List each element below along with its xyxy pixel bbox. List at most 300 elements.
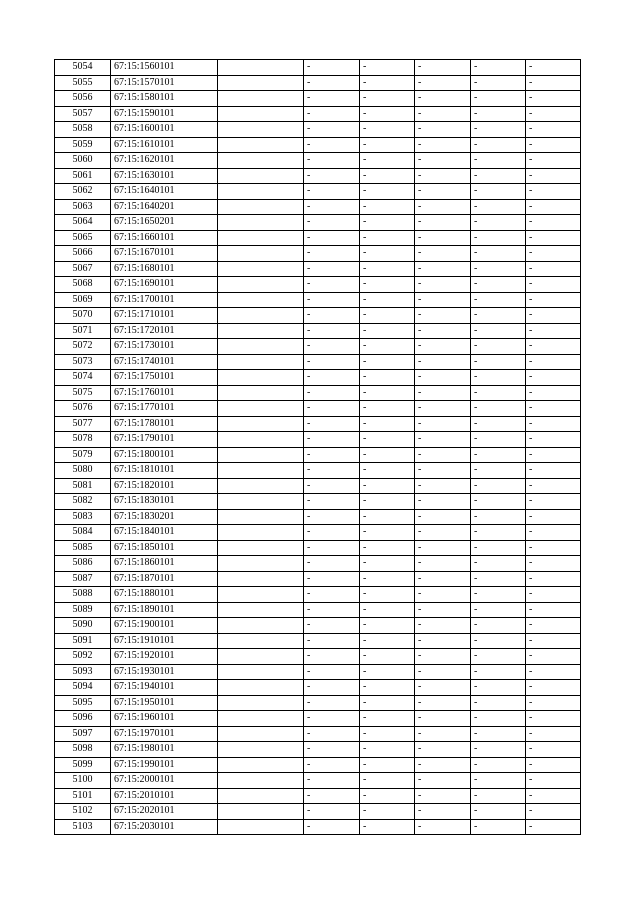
cadastral-code-cell: 67:15:1770101: [111, 401, 218, 417]
dash-cell: -: [471, 478, 526, 494]
cadastral-code-cell: 67:15:1920101: [111, 649, 218, 665]
cadastral-code-cell: 67:15:1650201: [111, 215, 218, 231]
cadastral-code-cell: 67:15:1930101: [111, 664, 218, 680]
table-row: [55, 91, 581, 107]
table-row: [55, 246, 581, 262]
empty-cell: [218, 401, 304, 417]
row-number-cell: 5075: [55, 385, 111, 401]
dash-cell: -: [360, 819, 415, 835]
dash-cell: -: [360, 463, 415, 479]
dash-cell: -: [415, 60, 471, 76]
row-number-cell: 5065: [55, 230, 111, 246]
dash-cell: -: [304, 478, 360, 494]
table-row: [55, 292, 581, 308]
row-number-cell: 5103: [55, 819, 111, 835]
empty-cell: [218, 695, 304, 711]
table-row: [55, 788, 581, 804]
row-number-cell: 5100: [55, 773, 111, 789]
dash-cell: -: [415, 602, 471, 618]
row-number-cell: 5082: [55, 494, 111, 510]
table-row: [55, 230, 581, 246]
empty-cell: [218, 804, 304, 820]
cadastral-code-cell: 67:15:1600101: [111, 122, 218, 138]
table-row: [55, 726, 581, 742]
table-row: [55, 339, 581, 355]
dash-cell: -: [471, 556, 526, 572]
dash-cell: -: [360, 106, 415, 122]
dash-cell: -: [471, 370, 526, 386]
dash-cell: -: [360, 447, 415, 463]
table-row: [55, 664, 581, 680]
dash-cell: -: [360, 60, 415, 76]
dash-cell: -: [415, 215, 471, 231]
dash-cell: -: [526, 91, 581, 107]
row-number-cell: 5064: [55, 215, 111, 231]
table-row: [55, 509, 581, 525]
dash-cell: -: [360, 277, 415, 293]
empty-cell: [218, 91, 304, 107]
cadastral-code-cell: 67:15:1670101: [111, 246, 218, 262]
cadastral-code-cell: 67:15:1640201: [111, 199, 218, 215]
empty-cell: [218, 773, 304, 789]
dash-cell: -: [526, 556, 581, 572]
dash-cell: -: [415, 416, 471, 432]
cadastral-code-cell: 67:15:1710101: [111, 308, 218, 324]
dash-cell: -: [415, 432, 471, 448]
dash-cell: -: [471, 804, 526, 820]
row-number-cell: 5085: [55, 540, 111, 556]
dash-cell: -: [360, 370, 415, 386]
empty-cell: [218, 556, 304, 572]
row-number-cell: 5055: [55, 75, 111, 91]
table-row: [55, 463, 581, 479]
row-number-cell: 5099: [55, 757, 111, 773]
empty-cell: [218, 153, 304, 169]
table-row: [55, 199, 581, 215]
dash-cell: -: [360, 494, 415, 510]
dash-cell: -: [526, 137, 581, 153]
row-number-cell: 5102: [55, 804, 111, 820]
dash-cell: -: [526, 509, 581, 525]
empty-cell: [218, 664, 304, 680]
dash-cell: -: [471, 308, 526, 324]
empty-cell: [218, 494, 304, 510]
dash-cell: -: [304, 726, 360, 742]
dash-cell: -: [360, 184, 415, 200]
dash-cell: -: [360, 773, 415, 789]
dash-cell: -: [415, 494, 471, 510]
dash-cell: -: [415, 447, 471, 463]
dash-cell: -: [304, 742, 360, 758]
table-row: [55, 416, 581, 432]
dash-cell: -: [415, 540, 471, 556]
dash-cell: -: [360, 137, 415, 153]
cadastral-code-cell: 67:15:1950101: [111, 695, 218, 711]
dash-cell: -: [304, 711, 360, 727]
table-row: [55, 494, 581, 510]
dash-cell: -: [304, 680, 360, 696]
table-row: [55, 804, 581, 820]
dash-cell: -: [526, 726, 581, 742]
dash-cell: -: [415, 509, 471, 525]
row-number-cell: 5087: [55, 571, 111, 587]
dash-cell: -: [471, 664, 526, 680]
row-number-cell: 5074: [55, 370, 111, 386]
empty-cell: [218, 308, 304, 324]
row-number-cell: 5088: [55, 587, 111, 603]
dash-cell: -: [471, 416, 526, 432]
dash-cell: -: [471, 432, 526, 448]
dash-cell: -: [415, 184, 471, 200]
table-row: [55, 261, 581, 277]
table-row: [55, 122, 581, 138]
dash-cell: -: [526, 804, 581, 820]
row-number-cell: 5092: [55, 649, 111, 665]
dash-cell: -: [471, 773, 526, 789]
dash-cell: -: [360, 230, 415, 246]
dash-cell: -: [304, 509, 360, 525]
dash-cell: -: [360, 695, 415, 711]
dash-cell: -: [360, 339, 415, 355]
row-number-cell: 5058: [55, 122, 111, 138]
dash-cell: -: [360, 525, 415, 541]
empty-cell: [218, 618, 304, 634]
dash-cell: -: [360, 323, 415, 339]
dash-cell: -: [526, 819, 581, 835]
cadastral-code-cell: 67:15:1880101: [111, 587, 218, 603]
cadastral-code-cell: 67:15:1680101: [111, 261, 218, 277]
dash-cell: -: [526, 153, 581, 169]
cadastral-code-cell: 67:15:1820101: [111, 478, 218, 494]
dash-cell: -: [304, 199, 360, 215]
table-row: [55, 168, 581, 184]
table-row: [55, 571, 581, 587]
dash-cell: -: [360, 401, 415, 417]
dash-cell: -: [415, 339, 471, 355]
table-row: [55, 587, 581, 603]
dash-cell: -: [526, 773, 581, 789]
dash-cell: -: [304, 773, 360, 789]
dash-cell: -: [526, 494, 581, 510]
dash-cell: -: [304, 137, 360, 153]
dash-cell: -: [471, 91, 526, 107]
table-row: [55, 742, 581, 758]
empty-cell: [218, 447, 304, 463]
dash-cell: -: [304, 618, 360, 634]
empty-cell: [218, 354, 304, 370]
row-number-cell: 5095: [55, 695, 111, 711]
row-number-cell: 5091: [55, 633, 111, 649]
dash-cell: -: [360, 91, 415, 107]
dash-cell: -: [471, 75, 526, 91]
empty-cell: [218, 726, 304, 742]
table-row: [55, 680, 581, 696]
empty-cell: [218, 649, 304, 665]
row-number-cell: 5056: [55, 91, 111, 107]
empty-cell: [218, 680, 304, 696]
dash-cell: -: [304, 385, 360, 401]
table-row: [55, 556, 581, 572]
cadastral-code-cell: 67:15:1830101: [111, 494, 218, 510]
dash-cell: -: [526, 215, 581, 231]
dash-cell: -: [471, 757, 526, 773]
dash-cell: -: [360, 478, 415, 494]
table-row: [55, 323, 581, 339]
dash-cell: -: [304, 602, 360, 618]
cadastral-code-cell: 67:15:1580101: [111, 91, 218, 107]
dash-cell: -: [415, 137, 471, 153]
empty-cell: [218, 711, 304, 727]
dash-cell: -: [526, 478, 581, 494]
dash-cell: -: [471, 540, 526, 556]
dash-cell: -: [471, 463, 526, 479]
dash-cell: -: [526, 540, 581, 556]
empty-cell: [218, 106, 304, 122]
dash-cell: -: [526, 432, 581, 448]
dash-cell: -: [471, 633, 526, 649]
dash-cell: -: [360, 633, 415, 649]
empty-cell: [218, 370, 304, 386]
dash-cell: -: [304, 788, 360, 804]
dash-cell: -: [360, 680, 415, 696]
empty-cell: [218, 122, 304, 138]
dash-cell: -: [360, 292, 415, 308]
row-number-cell: 5097: [55, 726, 111, 742]
empty-cell: [218, 788, 304, 804]
dash-cell: -: [415, 323, 471, 339]
dash-cell: -: [415, 525, 471, 541]
dash-cell: -: [304, 494, 360, 510]
dash-cell: -: [415, 370, 471, 386]
dash-cell: -: [471, 60, 526, 76]
row-number-cell: 5073: [55, 354, 111, 370]
dash-cell: -: [304, 292, 360, 308]
row-number-cell: 5069: [55, 292, 111, 308]
empty-cell: [218, 385, 304, 401]
dash-cell: -: [360, 726, 415, 742]
dash-cell: -: [304, 633, 360, 649]
dash-cell: -: [526, 587, 581, 603]
empty-cell: [218, 230, 304, 246]
cadastral-code-cell: 67:15:1910101: [111, 633, 218, 649]
dash-cell: -: [471, 261, 526, 277]
dash-cell: -: [526, 788, 581, 804]
dash-cell: -: [415, 91, 471, 107]
dash-cell: -: [304, 571, 360, 587]
dash-cell: -: [526, 370, 581, 386]
dash-cell: -: [415, 757, 471, 773]
dash-cell: -: [360, 75, 415, 91]
dash-cell: -: [471, 788, 526, 804]
dash-cell: -: [415, 633, 471, 649]
table-row: [55, 137, 581, 153]
dash-cell: -: [471, 494, 526, 510]
row-number-cell: 5054: [55, 60, 111, 76]
dash-cell: -: [526, 602, 581, 618]
dash-cell: -: [526, 60, 581, 76]
dash-cell: -: [415, 664, 471, 680]
dash-cell: -: [471, 168, 526, 184]
dash-cell: -: [415, 618, 471, 634]
dash-cell: -: [526, 385, 581, 401]
empty-cell: [218, 525, 304, 541]
row-number-cell: 5081: [55, 478, 111, 494]
dash-cell: -: [526, 339, 581, 355]
dash-cell: -: [304, 664, 360, 680]
empty-cell: [218, 199, 304, 215]
row-number-cell: 5076: [55, 401, 111, 417]
table-row: [55, 695, 581, 711]
dash-cell: -: [304, 91, 360, 107]
table-row: [55, 308, 581, 324]
dash-cell: -: [304, 184, 360, 200]
table-row: [55, 478, 581, 494]
dash-cell: -: [304, 463, 360, 479]
cadastral-code-cell: 67:15:1940101: [111, 680, 218, 696]
row-number-cell: 5090: [55, 618, 111, 634]
table-row: [55, 106, 581, 122]
dash-cell: -: [304, 370, 360, 386]
dash-cell: -: [526, 168, 581, 184]
dash-cell: -: [471, 649, 526, 665]
dash-cell: -: [526, 757, 581, 773]
dash-cell: -: [526, 184, 581, 200]
dash-cell: -: [304, 354, 360, 370]
empty-cell: [218, 184, 304, 200]
row-number-cell: 5063: [55, 199, 111, 215]
dash-cell: -: [526, 571, 581, 587]
row-number-cell: 5062: [55, 184, 111, 200]
cadastral-code-cell: 67:15:1700101: [111, 292, 218, 308]
dash-cell: -: [360, 742, 415, 758]
row-number-cell: 5084: [55, 525, 111, 541]
table-row: [55, 385, 581, 401]
cadastral-code-cell: 67:15:1760101: [111, 385, 218, 401]
dash-cell: -: [304, 168, 360, 184]
dash-cell: -: [415, 819, 471, 835]
cadastral-code-cell: 67:15:1780101: [111, 416, 218, 432]
dash-cell: -: [526, 292, 581, 308]
dash-cell: -: [415, 649, 471, 665]
dash-cell: -: [360, 416, 415, 432]
dash-cell: -: [526, 277, 581, 293]
row-number-cell: 5079: [55, 447, 111, 463]
empty-cell: [218, 277, 304, 293]
dash-cell: -: [471, 354, 526, 370]
dash-cell: -: [304, 277, 360, 293]
dash-cell: -: [304, 432, 360, 448]
dash-cell: -: [526, 106, 581, 122]
table-row: [55, 277, 581, 293]
dash-cell: -: [415, 680, 471, 696]
cadastral-code-cell: 67:15:1750101: [111, 370, 218, 386]
empty-cell: [218, 463, 304, 479]
empty-cell: [218, 432, 304, 448]
empty-cell: [218, 742, 304, 758]
dash-cell: -: [471, 137, 526, 153]
dash-cell: -: [304, 230, 360, 246]
dash-cell: -: [471, 525, 526, 541]
row-number-cell: 5059: [55, 137, 111, 153]
dash-cell: -: [360, 509, 415, 525]
dash-cell: -: [471, 215, 526, 231]
row-number-cell: 5077: [55, 416, 111, 432]
row-number-cell: 5066: [55, 246, 111, 262]
dash-cell: -: [526, 401, 581, 417]
dash-cell: -: [415, 556, 471, 572]
dash-cell: -: [415, 246, 471, 262]
dash-cell: -: [471, 292, 526, 308]
dash-cell: -: [304, 339, 360, 355]
empty-cell: [218, 416, 304, 432]
dash-cell: -: [304, 401, 360, 417]
dash-cell: -: [304, 246, 360, 262]
table-row: [55, 401, 581, 417]
row-number-cell: 5057: [55, 106, 111, 122]
dash-cell: -: [471, 339, 526, 355]
dash-cell: -: [304, 819, 360, 835]
dash-cell: -: [471, 447, 526, 463]
dash-cell: -: [360, 618, 415, 634]
dash-cell: -: [471, 122, 526, 138]
dash-cell: -: [526, 75, 581, 91]
dash-cell: -: [304, 60, 360, 76]
cadastral-code-cell: 67:15:1860101: [111, 556, 218, 572]
data-table: [54, 59, 581, 835]
dash-cell: -: [415, 292, 471, 308]
cadastral-code-cell: 67:15:1560101: [111, 60, 218, 76]
dash-cell: -: [415, 571, 471, 587]
row-number-cell: 5083: [55, 509, 111, 525]
empty-cell: [218, 215, 304, 231]
dash-cell: -: [471, 695, 526, 711]
dash-cell: -: [471, 711, 526, 727]
cadastral-code-cell: 67:15:1970101: [111, 726, 218, 742]
dash-cell: -: [360, 788, 415, 804]
dash-cell: -: [415, 230, 471, 246]
cadastral-code-cell: 67:15:1660101: [111, 230, 218, 246]
dash-cell: -: [304, 556, 360, 572]
cadastral-code-cell: 67:15:1890101: [111, 602, 218, 618]
empty-cell: [218, 540, 304, 556]
dash-cell: -: [415, 773, 471, 789]
dash-cell: -: [415, 788, 471, 804]
row-number-cell: 5089: [55, 602, 111, 618]
dash-cell: -: [304, 416, 360, 432]
dash-cell: -: [304, 447, 360, 463]
table-row: [55, 60, 581, 76]
table-row: [55, 525, 581, 541]
empty-cell: [218, 602, 304, 618]
cadastral-code-cell: 67:15:1730101: [111, 339, 218, 355]
dash-cell: -: [526, 416, 581, 432]
row-number-cell: 5071: [55, 323, 111, 339]
table-body: [55, 60, 581, 835]
table-row: [55, 447, 581, 463]
cadastral-code-cell: 67:15:1610101: [111, 137, 218, 153]
dash-cell: -: [471, 401, 526, 417]
row-number-cell: 5078: [55, 432, 111, 448]
empty-cell: [218, 168, 304, 184]
dash-cell: -: [304, 540, 360, 556]
empty-cell: [218, 246, 304, 262]
table-row: [55, 354, 581, 370]
dash-cell: -: [415, 695, 471, 711]
cadastral-code-cell: 67:15:1800101: [111, 447, 218, 463]
cadastral-code-cell: 67:15:1690101: [111, 277, 218, 293]
dash-cell: -: [471, 246, 526, 262]
cadastral-code-cell: 67:15:1640101: [111, 184, 218, 200]
